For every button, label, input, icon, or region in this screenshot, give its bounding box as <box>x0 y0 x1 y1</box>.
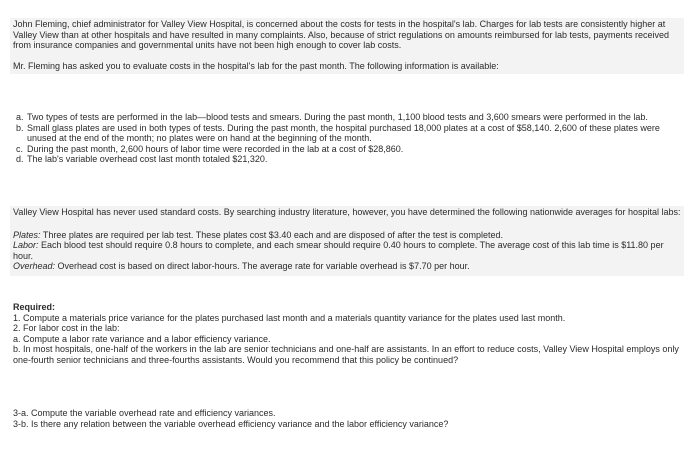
required-part-3 <box>13 408 684 429</box>
question-1: 1. Compute a materials price variance for the plates purchased last month and a materials quantity variance for the plates used last month. <box>13 312 566 323</box>
item-text: Small glass plates are used in both types of tests. During the past month, the hospital purchased 18,000 plates at a cost of $58,140. 2,600 of these plates were unused at the end of the month; no plates were on hand at the beginning of the month. <box>27 122 660 143</box>
list-item <box>13 144 684 155</box>
list-item <box>13 112 684 123</box>
required-section <box>13 302 684 365</box>
list-item <box>13 154 684 165</box>
question-3b: 3-b. Is there any relation between the variable overhead efficiency variance and the labor efficiency variance? <box>13 418 449 429</box>
required-heading: Required: <box>13 302 56 312</box>
standards-intro: Valley View Hospital has never used standard costs. By searching industry literature, however, you have determined the following nationwide averages for hospital labs: <box>13 207 681 217</box>
intro-paragraph: John Fleming, chief administrator for Valley View Hospital, is concerned about the costs for tests in the hospital's lab. Charges for lab tests are consistently higher at Valley View than at other hospitals and have resulted in many complaints. Also, because of strict regulations on amounts reimbursed for lab tests, payments received from insurance companies and governmental units have not been high enough to cover lab costs. <box>13 19 670 50</box>
question-2: 2. For labor cost in the lab: <box>13 323 120 333</box>
question-2a: a. Compute a labor rate variance and a labor efficiency variance. <box>13 333 271 344</box>
overhead-label: Overhead: <box>13 261 56 271</box>
information-list <box>13 112 684 165</box>
item-label: b. <box>16 122 24 133</box>
list-item <box>13 123 684 144</box>
plates-standard <box>13 230 681 241</box>
standards-section <box>10 206 684 276</box>
labor-label: Labor: <box>13 240 39 250</box>
item-label: c. <box>16 143 24 154</box>
question-2b: b. In most hospitals, one-half of the workers in the lab are senior technicians and one-half are assistants. In an effort to reduce costs, Valley View Hospital employs only one-fourth senior technicians and three-fourths assistants. Would you recommend that this policy be continued? <box>13 344 679 365</box>
item-label: d. <box>16 154 24 164</box>
item-text: The lab's variable overhead cost last month totaled $21,320. <box>27 154 268 164</box>
labor-text: Each blood test should require 0.8 hours to complete, and each smear should require 0.40 hours to complete. The average cost of this lab time is $11.80 per hour. <box>13 240 664 261</box>
plates-text: Three plates are required per lab test. These plates cost $3.40 each and are disposed of after the test is completed. <box>40 229 503 240</box>
item-text: Two types of tests are performed in the lab—blood tests and smears. During the past month, 1,100 blood tests and 3,600 smears were performed in the lab. <box>27 112 648 122</box>
overhead-standard <box>13 261 681 272</box>
overhead-text: Overhead cost is based on direct labor-hours. The average rate for variable overhead is $7.70 per hour. <box>55 261 470 271</box>
item-label: a. <box>16 112 24 122</box>
intro-request-paragraph: Mr. Fleming has asked you to evaluate costs in the hospital's lab for the past month. The following information is available: <box>13 60 499 71</box>
plates-label: Plates: <box>13 229 41 240</box>
question-3a: 3-a. Compute the variable overhead rate and efficiency variances. <box>13 408 276 418</box>
labor-standard <box>13 240 681 261</box>
item-text: During the past month, 2,600 hours of labor time were recorded in the lab at a cost of $28,860. <box>27 143 404 154</box>
intro-section <box>10 18 684 74</box>
